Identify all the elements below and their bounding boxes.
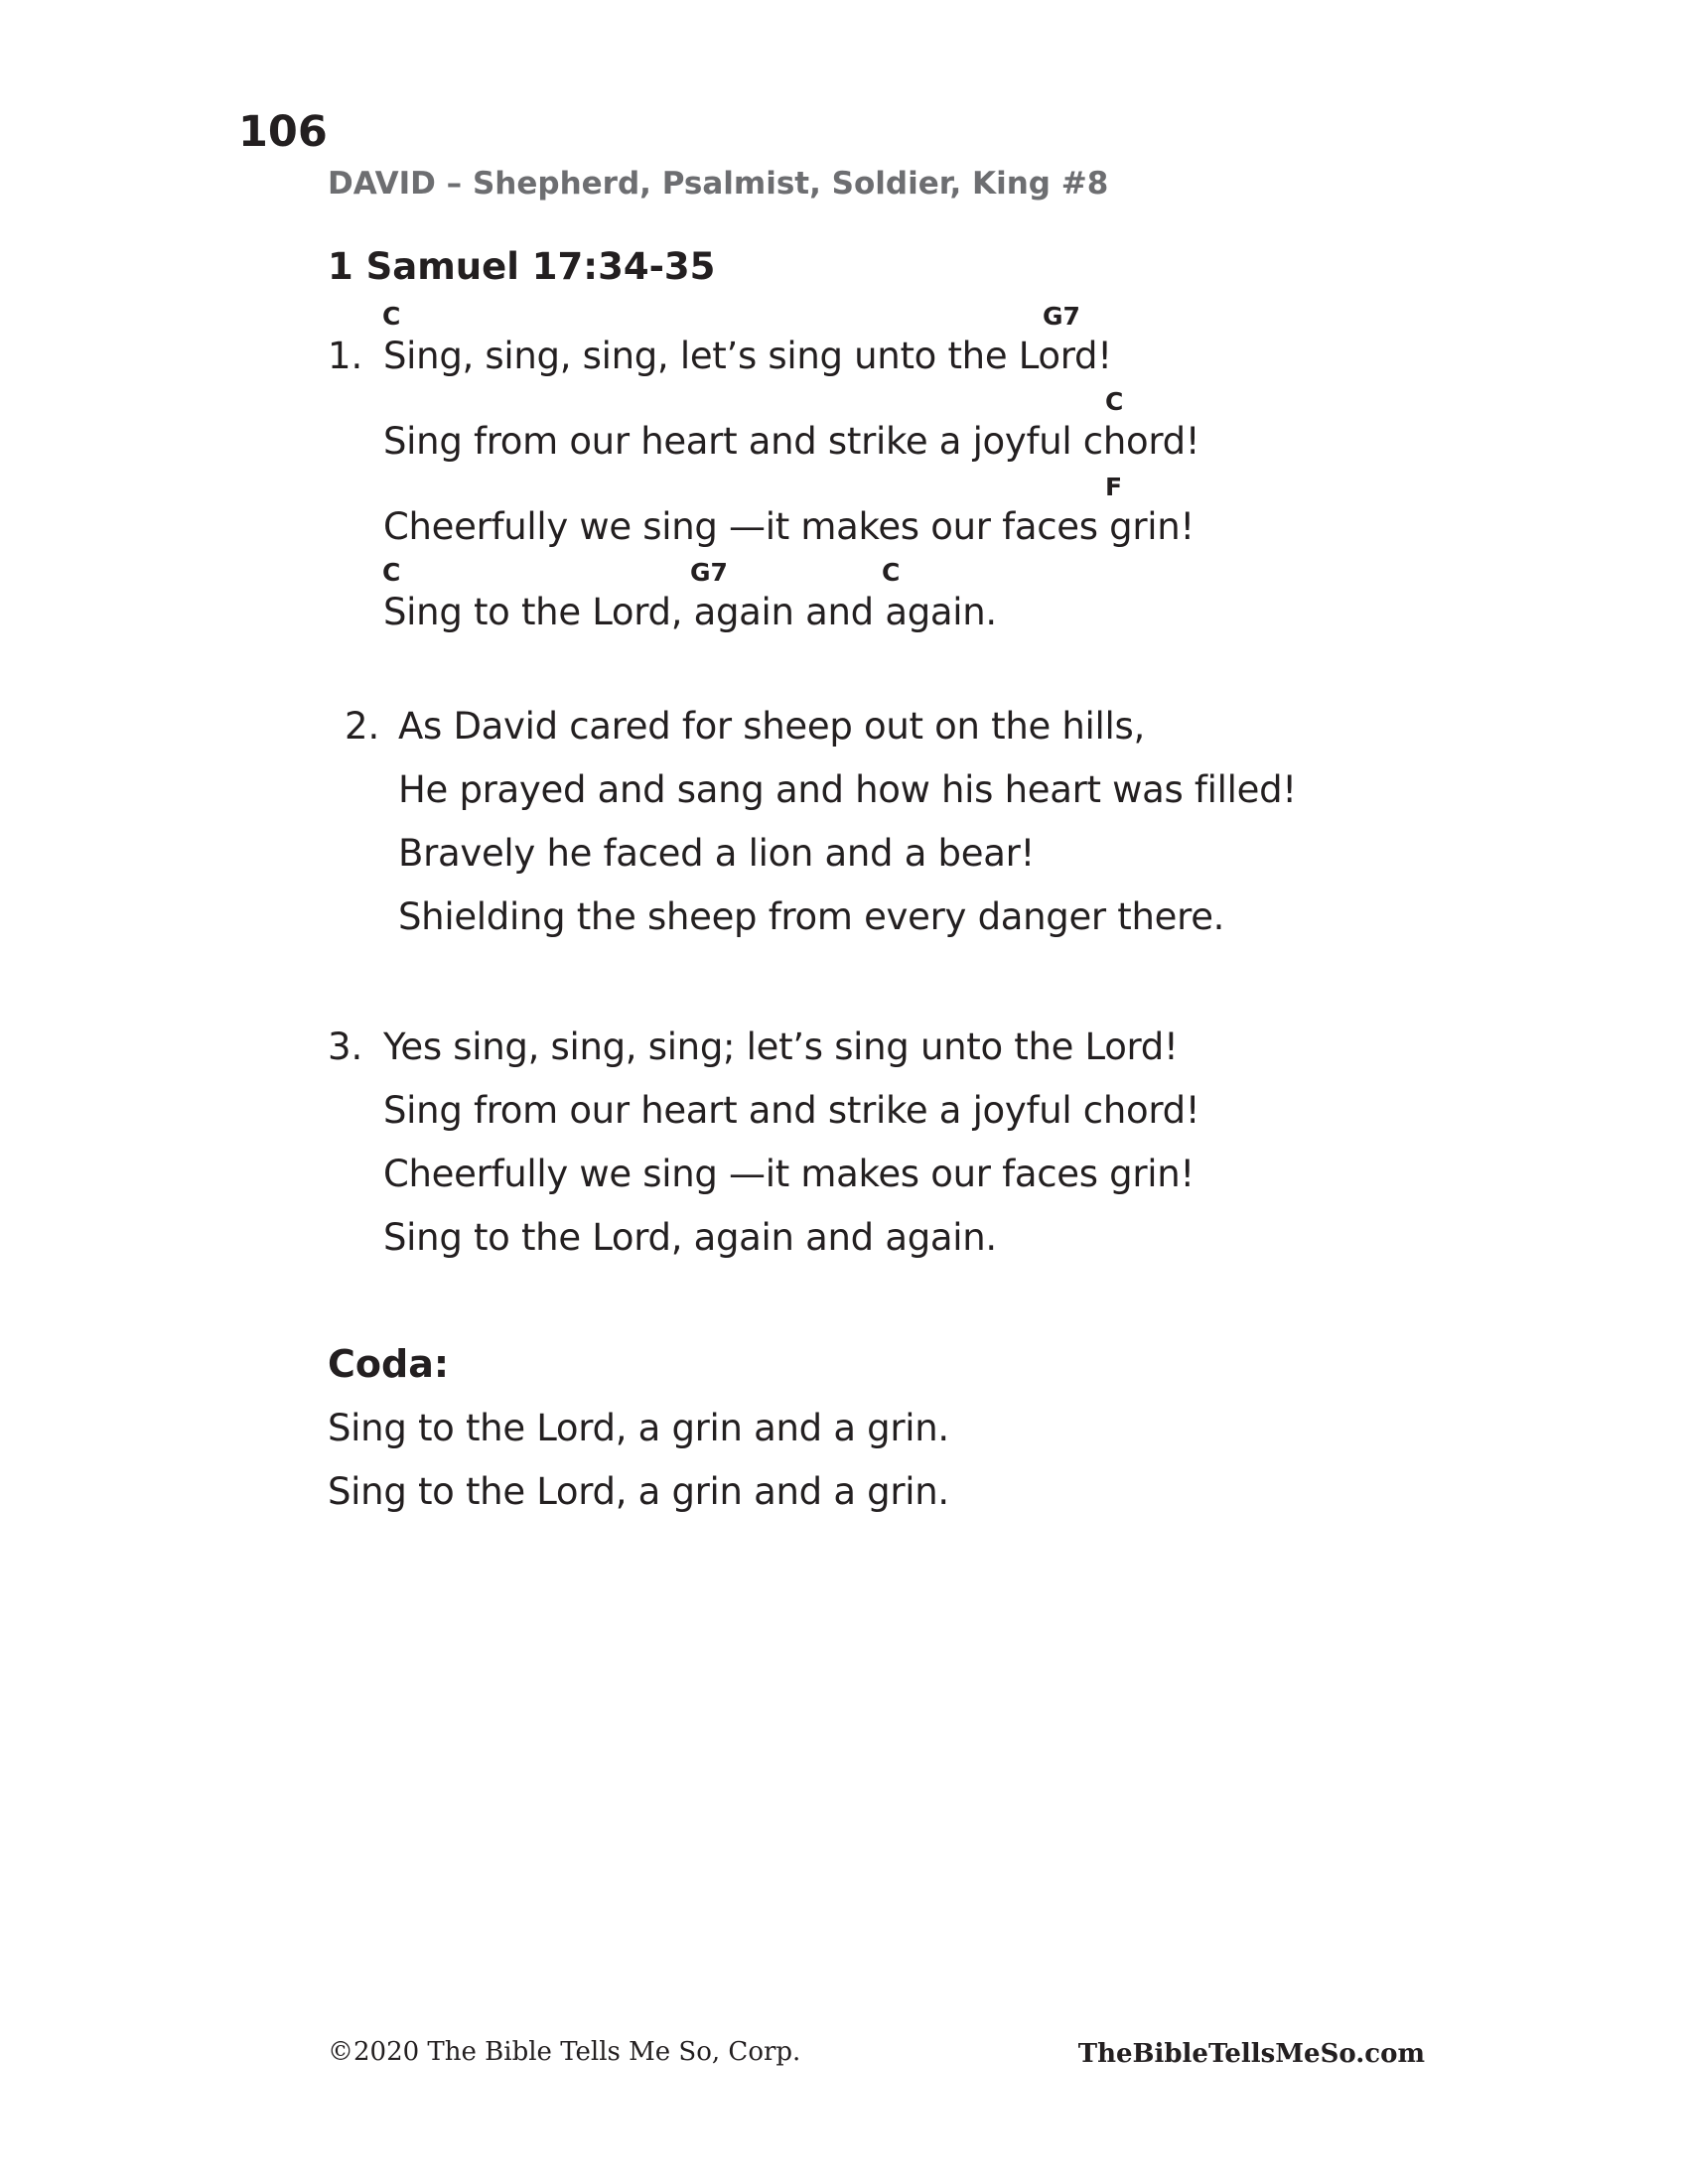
lyric-line: Sing to the Lord, a grin and a grin. <box>328 1407 949 1449</box>
lyric-line: Yes sing, sing, sing; let’s sing unto the Lord! <box>383 1025 1179 1068</box>
lyric-line: Sing to the Lord, again and again. <box>383 591 997 633</box>
lyric-line: Sing from our heart and strike a joyful chord! <box>383 420 1200 463</box>
footer-copyright: ©2020 The Bible Tells Me So, Corp. <box>328 2037 801 2067</box>
chord-label: C <box>1105 387 1124 416</box>
chord-label: G7 <box>1043 302 1080 331</box>
verse-number: 1. <box>328 335 363 377</box>
lyric-line: Sing, sing, sing, let’s sing unto the Lord! <box>383 335 1112 377</box>
verse-number: 3. <box>328 1025 363 1068</box>
lyric-line: Bravely he faced a lion and a bear! <box>398 832 1036 875</box>
coda-label: Coda: <box>328 1342 450 1386</box>
chord-label: F <box>1105 473 1123 501</box>
scripture-reference: 1 Samuel 17:34-35 <box>328 245 716 288</box>
footer-website: TheBibleTellsMeSo.com <box>1077 2039 1425 2069</box>
chord-label: C <box>882 558 901 587</box>
verse-number: 2. <box>345 705 380 748</box>
chord-label: C <box>382 302 401 331</box>
lyric-line: Sing to the Lord, again and again. <box>383 1216 997 1259</box>
chord-label: C <box>382 558 401 587</box>
lyric-line: Sing to the Lord, a grin and a grin. <box>328 1470 949 1513</box>
song-title: DAVID – Shepherd, Psalmist, Soldier, King #8 <box>328 166 1109 202</box>
lyric-line: Cheerfully we sing —it makes our faces grin! <box>383 505 1195 548</box>
lyric-line: As David cared for sheep out on the hills, <box>398 705 1145 748</box>
lyric-line: Shielding the sheep from every danger there. <box>398 895 1225 938</box>
lyric-line: Cheerfully we sing —it makes our faces grin! <box>383 1153 1195 1195</box>
page-number: 106 <box>238 107 328 157</box>
lyric-line: Sing from our heart and strike a joyful chord! <box>383 1089 1200 1132</box>
lyric-line: He prayed and sang and how his heart was filled! <box>398 768 1297 811</box>
chord-label: G7 <box>690 558 728 587</box>
